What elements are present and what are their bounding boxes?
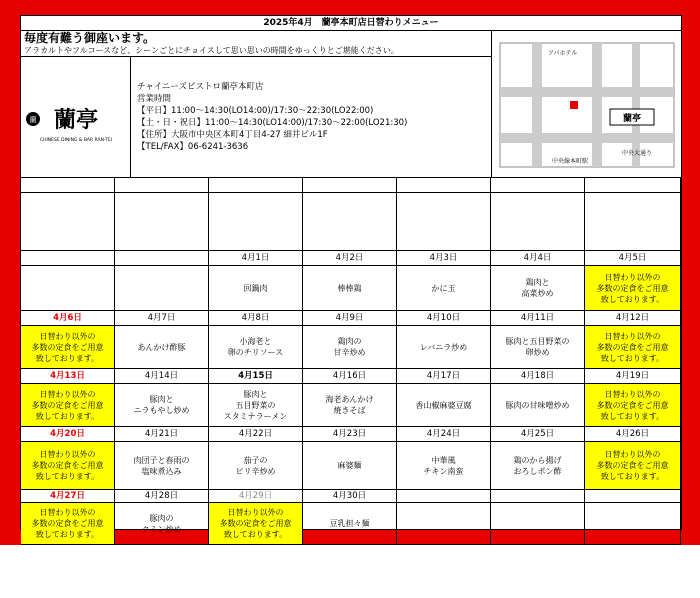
menu-item: 豚肉と五目野菜の 卵炒め [491,326,585,369]
menu-item: 肉団子と春雨の 塩味煮込み [115,442,209,490]
date-cell: 4月26日 [585,427,681,442]
date-cell: 4月14日 [115,369,209,384]
empty-cell [585,178,681,193]
empty-cell [397,503,491,545]
empty-cell [397,193,491,251]
empty-cell [115,178,209,193]
date-cell: 4月2日 [303,251,397,266]
date-cell: 4月3日 [397,251,491,266]
menu-item: 豚肉の クミン炒め [115,503,209,545]
empty-cell [585,490,681,503]
empty-cell [115,251,209,266]
empty-cell [491,490,585,503]
shop-marker [570,101,578,109]
empty-cell [303,193,397,251]
menu-sheet [20,15,682,539]
date-cell: 4月28日 [115,490,209,503]
set-meal-notice: 日替わり以外の 多数の定食をご用意 致しております。 [585,442,681,490]
svg-text:中央線本町駅: 中央線本町駅 [552,158,589,165]
date-cell: 4月18日 [491,369,585,384]
svg-text:中央大通り: 中央大通り [622,150,653,157]
date-cell: 4月15日 [209,369,303,384]
svg-text:蘭亭: 蘭亭 [622,114,642,124]
menu-item: 豚肉と ニラもやし炒め [115,384,209,427]
date-cell: 4月16日 [303,369,397,384]
menu-item: 海老あんかけ 焼きそば [303,384,397,427]
date-cell: 4月7日 [115,311,209,326]
date-cell: 4月30日 [303,490,397,503]
map [491,31,682,177]
menu-item: 鶏肉と 高菜炒め [491,266,585,311]
empty-cell [209,193,303,251]
set-meal-notice: 日替わり以外の 多数の定食をご用意 致しております。 [21,384,115,427]
menu-item: 中華風 チキン南蛮 [397,442,491,490]
date-cell: 4月29日 [209,490,303,503]
menu-item: 豚肉と 五目野菜の スタミナラーメン [209,384,303,427]
menu-item: 鶏のから揚げ おろしポン酢 [491,442,585,490]
menu-item: 小海老と 卵のチリソース [209,326,303,369]
date-cell: 4月24日 [397,427,491,442]
date-cell: 4月10日 [397,311,491,326]
hours-weekday: 【平日】11:00～14:30(LO14:00)/17:30～22:30(LO22:00) [137,106,374,116]
date-cell: 4月1日 [209,251,303,266]
date-cell: 4月23日 [303,427,397,442]
hours-label: 営業時間 [137,94,172,104]
empty-cell [21,266,115,311]
empty-cell [397,178,491,193]
set-meal-notice: 日替わり以外の 多数の定食をご用意 致しております。 [21,442,115,490]
shop-info [131,57,491,177]
date-cell: 4月19日 [585,369,681,384]
date-cell: 4月21日 [115,427,209,442]
subtext: アラカルトやフルコースなど、シーンごとにチョイスして思い思いの時間をゆっくりとご堪能ください。 [21,45,491,57]
date-cell: 4月22日 [209,427,303,442]
greeting: 毎度有難う御座います。 [24,31,156,45]
logo-tagline: CHINESE DINING & BAR RAN-TEI [39,138,113,143]
set-meal-notice: 日替わり以外の 多数の定食をご用意 致しております。 [585,266,681,311]
empty-cell [21,193,115,251]
logo-brand: 蘭亭 [53,107,99,133]
menu-item: 棒棒鶏 [303,266,397,311]
logo [21,57,131,177]
date-cell: 4月27日 [21,490,115,503]
empty-cell [585,193,681,251]
access-map [492,31,682,177]
set-meal-notice: 日替わり以外の 多数の定食をご用意 致しております。 [209,503,303,545]
date-cell: 4月20日 [21,427,115,442]
svg-text:蘭: 蘭 [29,116,37,124]
date-cell: 4月9日 [303,311,397,326]
set-meal-notice: 日替わり以外の 多数の定食をご用意 致しております。 [585,326,681,369]
empty-cell [585,503,681,545]
set-meal-notice: 日替わり以外の 多数の定食をご用意 致しております。 [21,503,115,545]
empty-cell [303,178,397,193]
menu-item: あんかけ酢豚 [115,326,209,369]
hours-weekend: 【土・日・祝日】11:00～14:30(LO14:00)/17:30～22:00(LO21:30) [137,118,408,128]
calendar-grid [21,178,681,539]
date-cell: 4月8日 [209,311,303,326]
menu-item: 豆乳担々麺 [303,503,397,545]
date-cell: 4月5日 [585,251,681,266]
empty-cell [397,490,491,503]
page-title: 2025年4月 蘭亭本町店日替わりメニュー [21,16,681,31]
svg-text:アパホテル: アパホテル [548,50,578,57]
empty-cell [491,178,585,193]
date-cell: 4月11日 [491,311,585,326]
ranting-logo [21,57,131,177]
empty-cell [21,251,115,266]
menu-item: 鶏肉の 甘辛炒め [303,326,397,369]
date-cell: 4月17日 [397,369,491,384]
menu-item: 麻婆麺 [303,442,397,490]
date-cell: 4月4日 [491,251,585,266]
empty-cell [491,193,585,251]
menu-item: レバニラ炒め [397,326,491,369]
set-meal-notice: 日替わり以外の 多数の定食をご用意 致しております。 [21,326,115,369]
date-cell: 4月6日 [21,311,115,326]
date-cell: 4月25日 [491,427,585,442]
empty-cell [115,193,209,251]
menu-item: 回鍋肉 [209,266,303,311]
shop-name: チャイニーズビストロ蘭亭本町店 [137,82,264,92]
address: 【住所】大阪市中央区本町4丁目4-27 細井ビル1F [137,130,328,140]
date-cell: 4月12日 [585,311,681,326]
set-meal-notice: 日替わり以外の 多数の定食をご用意 致しております。 [585,384,681,427]
menu-item: 香山椒麻婆豆腐 [397,384,491,427]
date-cell: 4月13日 [21,369,115,384]
empty-cell [21,178,115,193]
empty-cell [209,178,303,193]
menu-item: かに玉 [397,266,491,311]
tel: 【TEL/FAX】06-6241-3636 [137,142,249,152]
menu-item: 茄子の ピリ辛炒め [209,442,303,490]
menu-item: 豚肉の甘味噌炒め [491,384,585,427]
empty-cell [115,266,209,311]
empty-cell [491,503,585,545]
